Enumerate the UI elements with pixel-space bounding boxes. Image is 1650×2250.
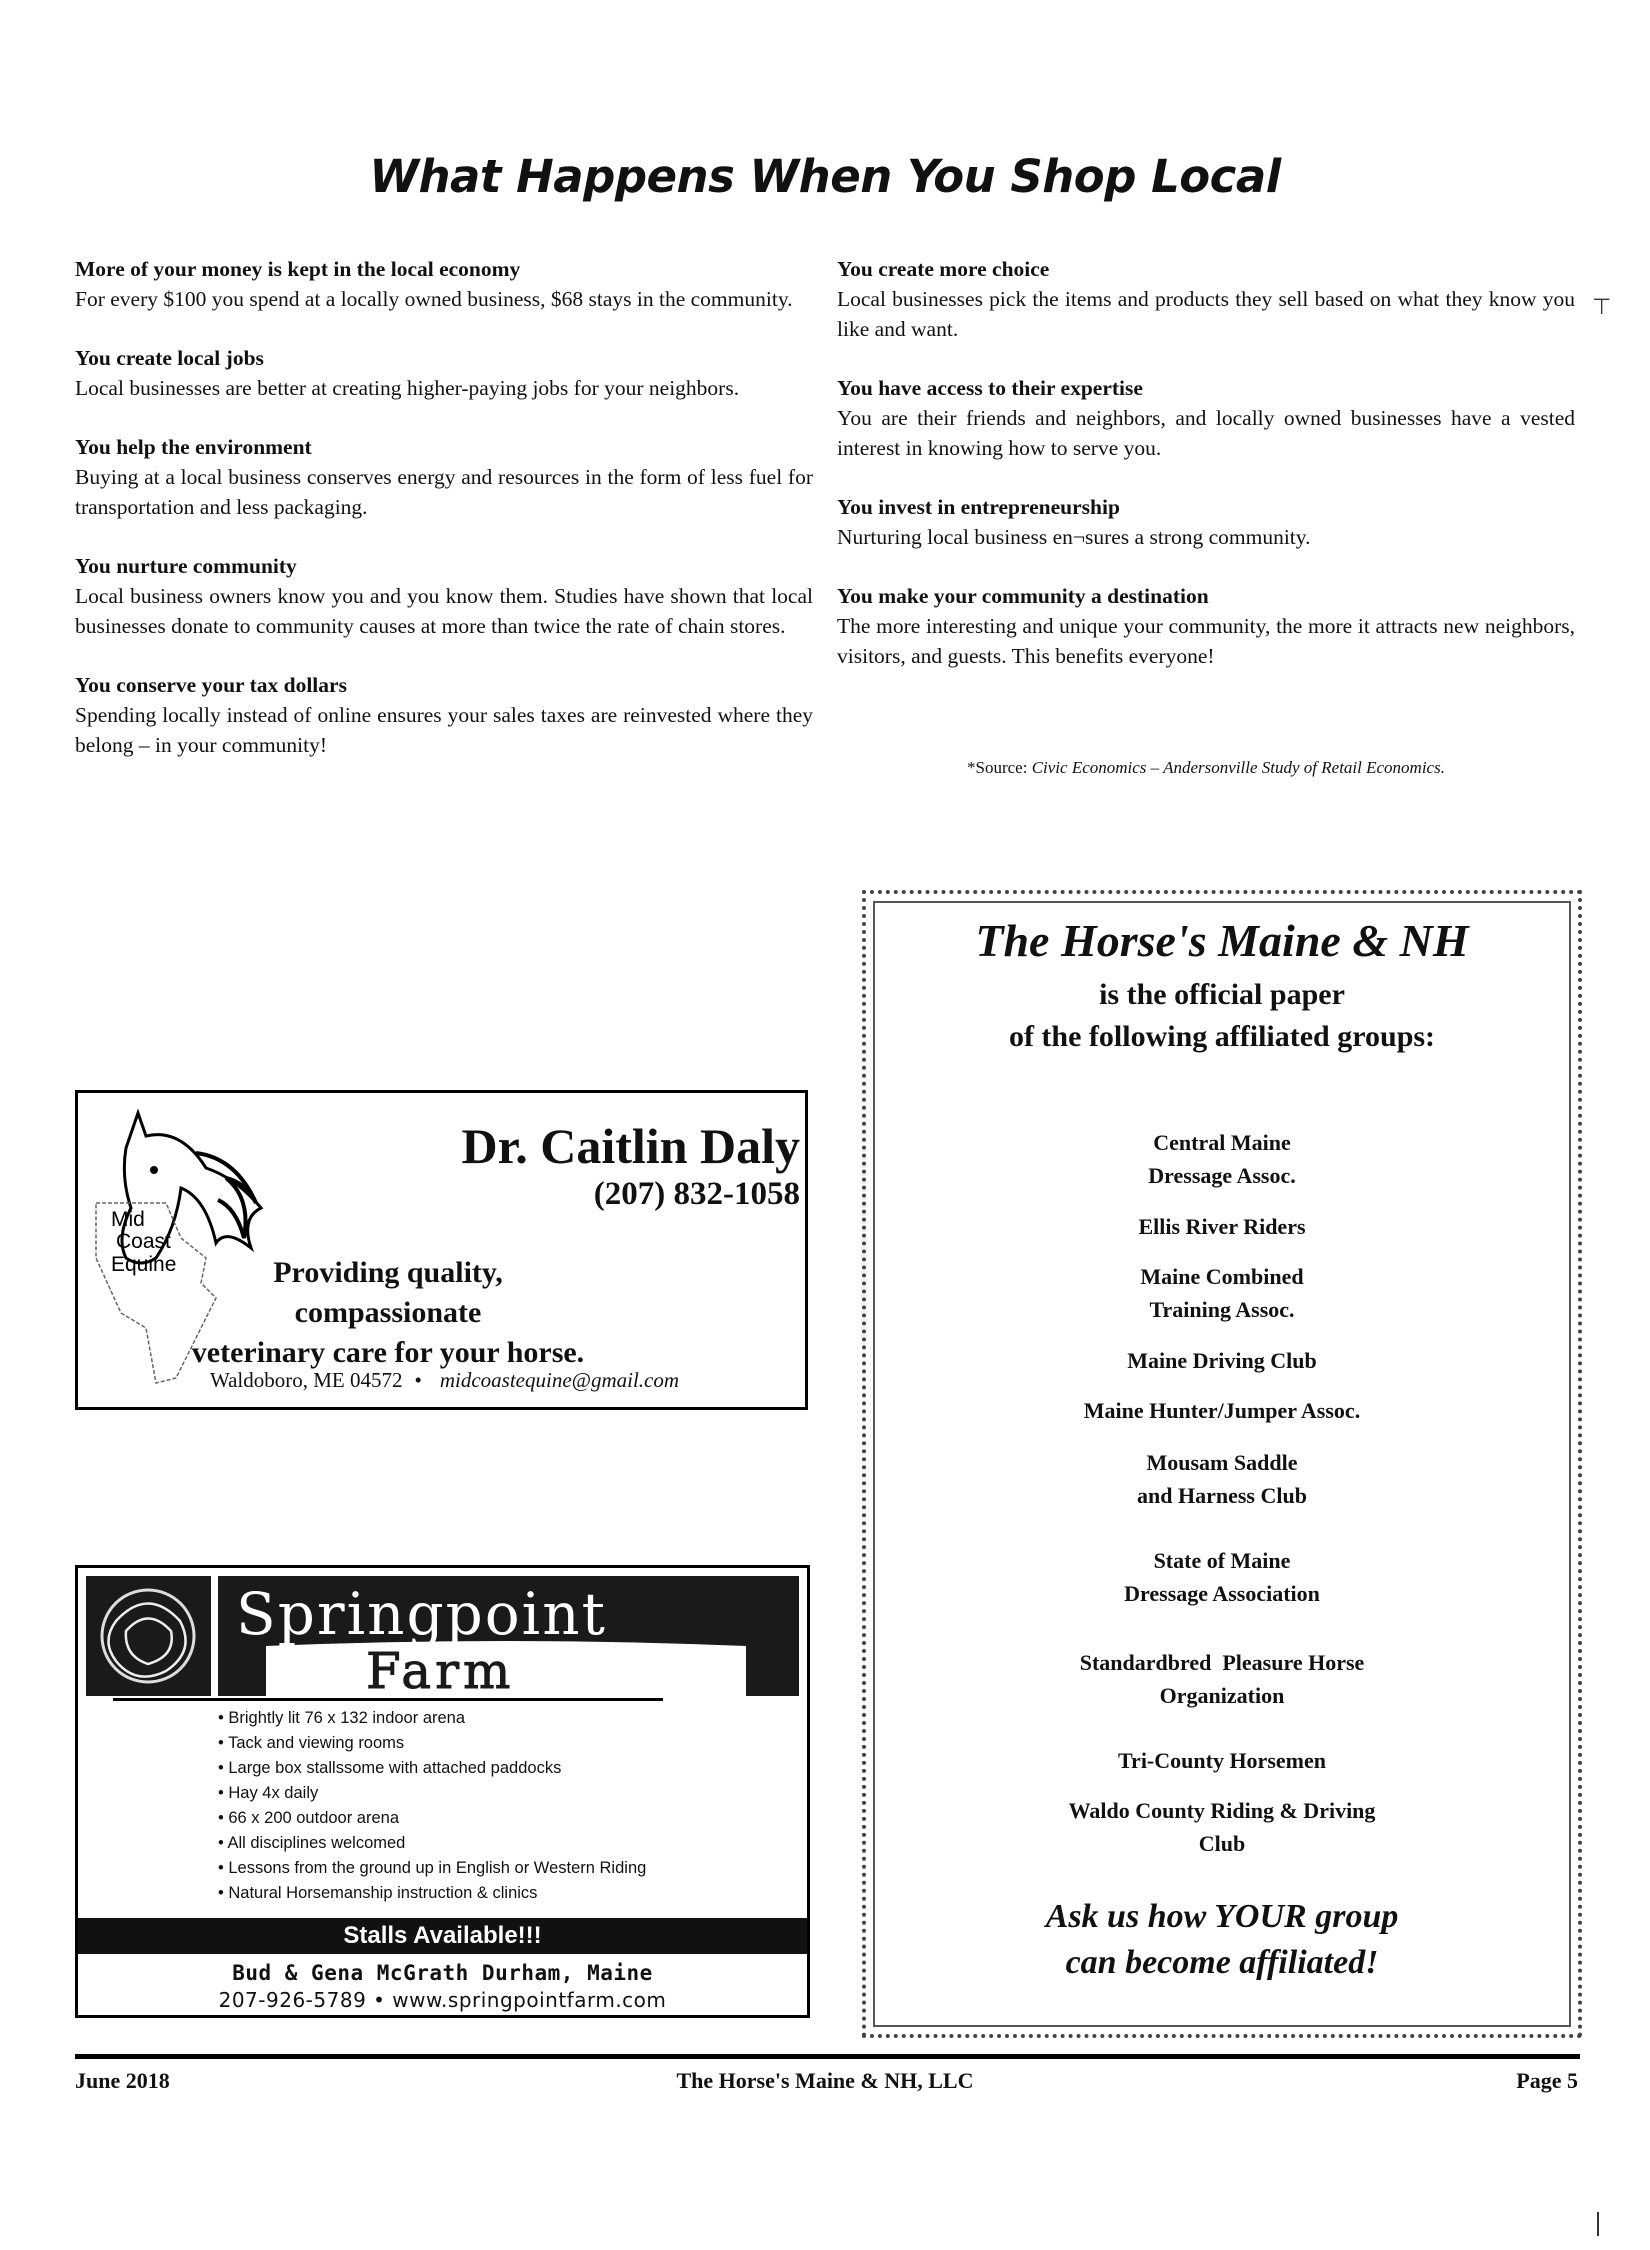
- vet-email[interactable]: midcoastequine@gmail.com: [439, 1368, 680, 1392]
- item-heading: You nurture community: [75, 554, 297, 578]
- vet-advertisement: [75, 1090, 808, 1410]
- stalls-banner: Stalls Available!!!: [78, 1918, 807, 1954]
- logo-text-equine: Equine: [111, 1253, 177, 1276]
- group-line: Maine Driving Club: [1127, 1348, 1317, 1373]
- farm-features-list: [218, 1706, 646, 1906]
- item-heading: You help the environment: [75, 435, 312, 459]
- group-line: Dressage Association: [1124, 1581, 1320, 1606]
- item-text: Local business owners know you and you know them. Studies have shown that local businesses donate to community causes at more than twice the rate of chain stores.: [75, 584, 813, 638]
- list-item: [75, 670, 813, 760]
- farm-contact[interactable]: 207-926-5789 • www.springpointfarm.com: [218, 1988, 667, 2012]
- tagline-line-2: veterinary care for your horse.: [191, 1336, 585, 1369]
- item-heading: You invest in entrepreneurship: [837, 495, 1120, 519]
- list-item: [837, 581, 1575, 671]
- logo-line-farm: Farm: [366, 1642, 515, 1696]
- page-title: What Happens When You Shop Local: [369, 150, 1281, 203]
- footer-rule: [75, 2054, 1580, 2059]
- affiliate-group: [866, 1126, 1578, 1192]
- footer-page-number: Page 5: [1516, 2068, 1578, 2093]
- vet-phone: (207) 832-1058: [593, 1176, 800, 1212]
- list-item: [837, 373, 1575, 463]
- source-title: Civic Economics – Andersonville Study of Retail Economics.: [1031, 758, 1445, 777]
- crop-mark-bottom: [1597, 2212, 1599, 2236]
- separator-dot: •: [414, 1368, 422, 1392]
- item-heading: You create local jobs: [75, 346, 264, 370]
- group-line: Maine Combined: [1140, 1264, 1304, 1289]
- list-item: [75, 432, 813, 522]
- list-item: [75, 551, 813, 641]
- vet-location: Waldoboro, ME 04572: [209, 1368, 403, 1392]
- list-item: [75, 254, 813, 314]
- affiliate-group: [866, 1344, 1578, 1377]
- group-line: Standardbred Pleasure Horse: [1079, 1650, 1365, 1675]
- affiliate-group: [866, 1394, 1578, 1427]
- source-citation: [837, 758, 1575, 778]
- springpoint-farm-logo: [86, 1576, 799, 1696]
- footer-publisher: The Horse's Maine & NH, LLC: [676, 2068, 974, 2093]
- list-item: • All disciplines welcomed: [218, 1831, 646, 1856]
- logo-line-springpoint: Springpoint: [236, 1580, 607, 1648]
- item-text: Spending locally instead of online ensures your sales taxes are reinvested where they belong – in your community!: [75, 703, 813, 757]
- farm-advertisement: [75, 1565, 810, 2018]
- list-item: • Hay 4x daily: [218, 1781, 646, 1806]
- item-text: Nurturing local business en¬sures a strong community.: [837, 525, 1311, 549]
- item-heading: You create more choice: [837, 257, 1050, 281]
- vet-name: Dr. Caitlin Daly: [461, 1118, 800, 1174]
- item-heading: You make your community a destination: [837, 584, 1209, 608]
- group-line: Dressage Assoc.: [1148, 1163, 1296, 1188]
- ask-line-2: can become affiliated!: [1065, 1944, 1379, 1981]
- affiliate-group: [866, 1794, 1578, 1860]
- item-text: The more interesting and unique your community, the more it attracts new neighbors, visitors, and guests. This benefits everyone!: [837, 614, 1575, 668]
- list-item: [75, 343, 813, 403]
- group-line: Central Maine: [1153, 1130, 1291, 1155]
- list-item: [837, 254, 1575, 344]
- affiliate-group: [866, 1260, 1578, 1326]
- footer-date: June 2018: [75, 2068, 170, 2093]
- subtitle-line-1: is the official paper: [1099, 978, 1345, 1011]
- list-item: • Large box stallssome with attached paddocks: [218, 1756, 646, 1781]
- group-line: Tri-County Horsemen: [1118, 1748, 1326, 1773]
- item-heading: You conserve your tax dollars: [75, 673, 347, 697]
- item-text: Local businesses are better at creating higher-paying jobs for your neighbors.: [75, 376, 740, 400]
- list-item: • Lessons from the ground up in English or Western Riding: [218, 1856, 646, 1881]
- affiliation-call-to-action: [866, 1894, 1578, 1986]
- group-line: Training Assoc.: [1149, 1297, 1295, 1322]
- list-item: • Brightly lit 76 x 132 indoor arena: [218, 1706, 646, 1731]
- group-line: Ellis River Riders: [1138, 1214, 1306, 1239]
- list-item: • Natural Horsemanship instruction & clinics: [218, 1881, 646, 1906]
- affiliates-subtitle: [866, 974, 1578, 1058]
- horse-eye-icon: [150, 1166, 158, 1174]
- farm-owners: Bud & Gena McGrath Durham, Maine: [232, 1961, 653, 1985]
- affiliate-group: [866, 1744, 1578, 1777]
- item-heading: More of your money is kept in the local economy: [75, 257, 521, 281]
- subtitle-line-2: of the following affiliated groups:: [1008, 1020, 1436, 1053]
- item-text: You are their friends and neighbors, and locally owned businesses have a vested interest in knowing how to serve you.: [837, 406, 1575, 460]
- affiliate-group: [866, 1544, 1578, 1610]
- item-heading: You have access to their expertise: [837, 376, 1143, 400]
- crop-mark: ⊤: [1592, 295, 1612, 320]
- group-line: Waldo County Riding & Driving: [1068, 1798, 1376, 1823]
- affiliate-group: [866, 1646, 1578, 1712]
- left-column: [75, 254, 813, 789]
- group-line: Mousam Saddle: [1146, 1450, 1298, 1475]
- item-text: Buying at a local business conserves energy and resources in the form of less fuel for transportation and less packaging.: [75, 465, 813, 519]
- divider: [113, 1698, 663, 1701]
- list-item: • 66 x 200 outdoor arena: [218, 1806, 646, 1831]
- group-line: Organization: [1159, 1683, 1285, 1708]
- ask-line-1: Ask us how YOUR group: [1045, 1898, 1399, 1935]
- vet-tagline: [178, 1253, 598, 1373]
- vet-contact: [78, 1368, 811, 1393]
- group-line: State of Maine: [1153, 1548, 1291, 1573]
- celtic-knot-panel: [86, 1576, 211, 1696]
- affiliate-group: [866, 1210, 1578, 1243]
- tagline-line-1: Providing quality, compassionate: [273, 1256, 503, 1329]
- logo-text-mid: Mid: [111, 1208, 145, 1231]
- group-line: and Harness Club: [1137, 1483, 1307, 1508]
- paper-name: The Horse's Maine & NH: [975, 915, 1469, 966]
- affiliate-group: [866, 1446, 1578, 1512]
- affiliated-groups-box: [862, 890, 1582, 2038]
- item-text: Local businesses pick the items and products they sell based on what they know you like and want.: [837, 287, 1575, 341]
- item-text: For every $100 you spend at a locally owned business, $68 stays in the community.: [75, 287, 793, 311]
- right-column: [837, 254, 1575, 700]
- list-item: [837, 492, 1575, 552]
- source-prefix: *Source:: [967, 758, 1032, 777]
- group-line: Club: [1198, 1831, 1246, 1856]
- list-item: • Tack and viewing rooms: [218, 1731, 646, 1756]
- logo-text-coast: Coast: [116, 1230, 171, 1253]
- group-line: Maine Hunter/Jumper Assoc.: [1083, 1398, 1361, 1423]
